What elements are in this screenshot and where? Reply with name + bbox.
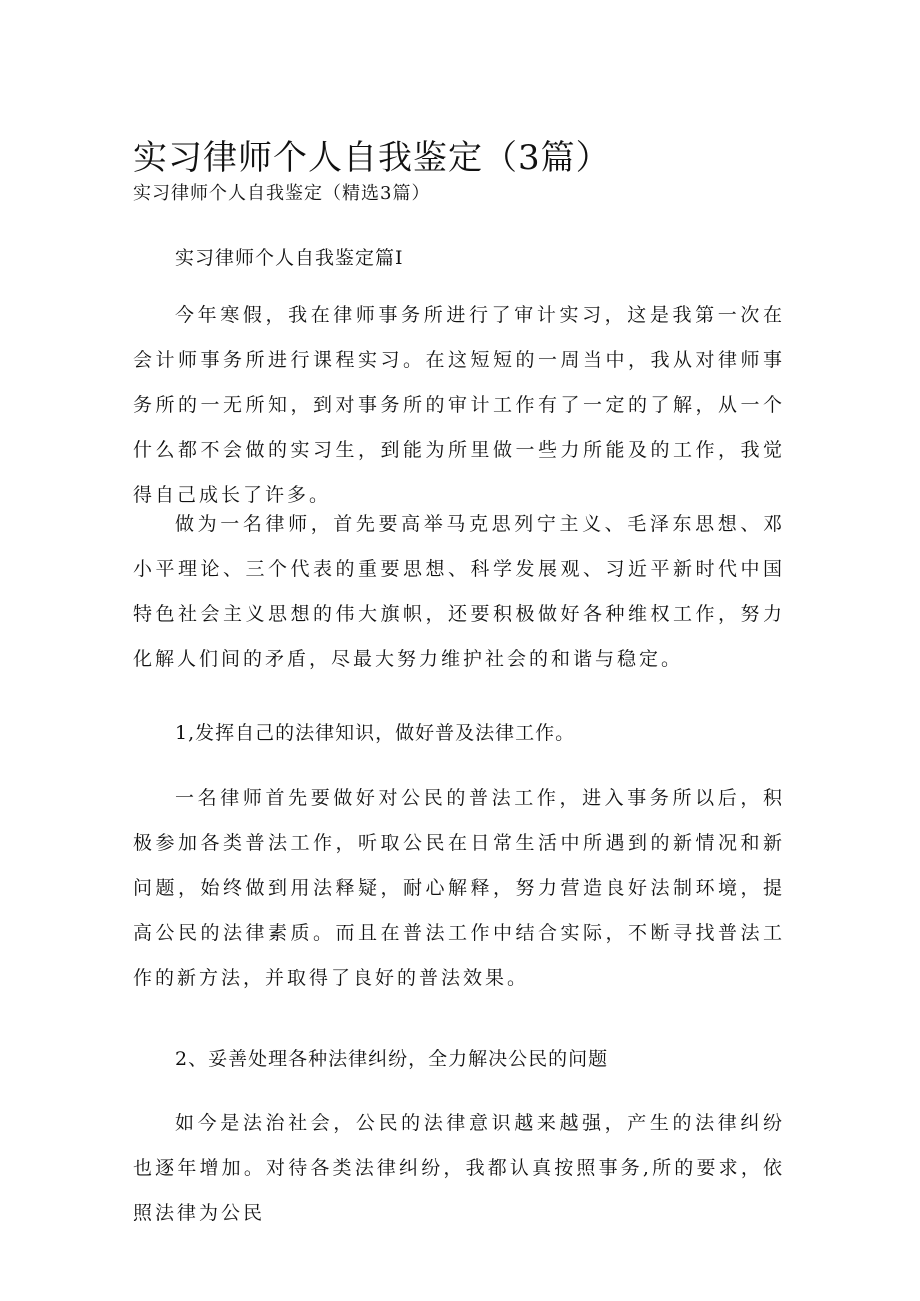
paragraph-internship-summary: 今年寒假，我在律师事务所进行了审计实习，这是我第一次在会计师事务所进行课程实习。在这短短的一周当中，我从对律师事务所的一无所知，到对事务所的审计工作有了一定的了解，从一个什么都不会做的实习生，到能为所里做一些力所能及的工作，我觉得自己成长了许多。 <box>133 304 785 506</box>
paragraph-legal-disputes: 如今是法治社会，公民的法律意识越来越强，产生的法律纠纷也逐年增加。对待各类法律纠纷，我都认真按照事务,所的要求，依照法律为公民 <box>133 1112 785 1224</box>
item-2-heading: 2、妥善处理各种法律纠纷，全力解决公民的问题 <box>175 1048 609 1070</box>
document-title: 实习律师个人自我鉴定（3篇） <box>133 137 611 178</box>
document-subtitle: 实习律师个人自我鉴定（精选3篇） <box>133 183 431 204</box>
paragraph-legal-education: 一名律师首先要做好对公民的普法工作，进入事务所以后，积极参加各类普法工作，听取公民在日常生活中所遇到的新情况和新问题，始终做到用法释疑，耐心解释，努力营造良好法制环境，提高公民的法律素质。而且在普法工作中结合实际，不断寻找普法工作的新方法，并取得了良好的普法效果。 <box>133 787 785 989</box>
item-1-heading: 1,发挥自己的法律知识，做好普及法律工作。 <box>175 722 576 744</box>
paragraph-lawyer-duties: 做为一名律师，首先要高举马克思列宁主义、毛泽东思想、邓小平理论、三个代表的重要思想、科学发展观、习近平新时代中国特色社会主义思想的伟大旗帜，还要积极做好各种维权工作，努力化解人们间的矛盾，尽最大努力维护社会的和谐与稳定。 <box>133 513 785 670</box>
section-heading: 实习律师个人自我鉴定篇I <box>175 247 404 269</box>
